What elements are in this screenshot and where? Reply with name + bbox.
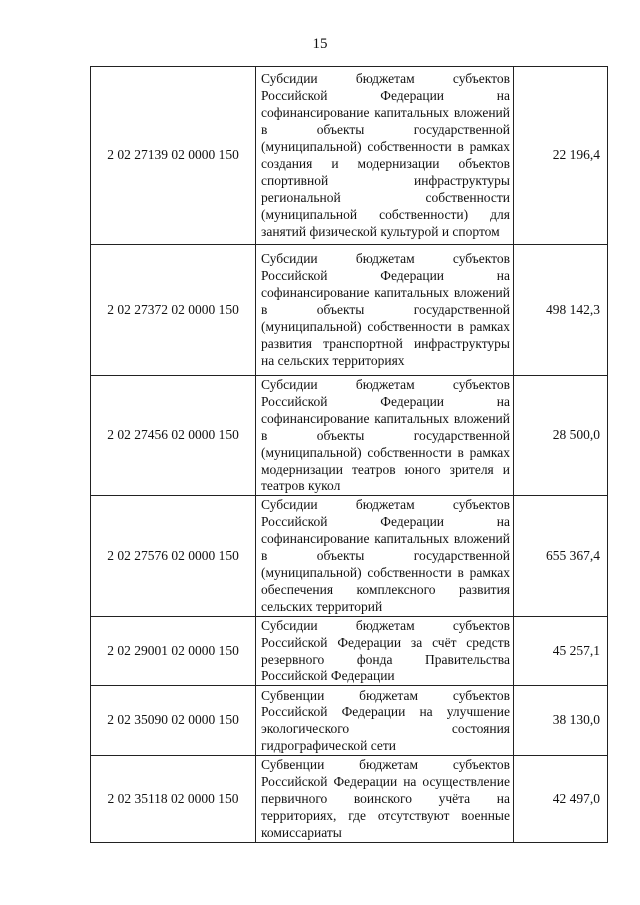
revenue-description-cell: Субсидии бюджетам субъектов Российской Федерации на софинансирование капитальных вложений в объекты государственной (муниципальной) собственности в рамках создания и модернизации объектов спортивной инфраструктуры региональной собственности (муниципальной собственности) для занятий физической культурой и спортом: [256, 67, 514, 245]
revenue-code-cell: 2 02 27139 02 0000 150: [91, 67, 256, 245]
revenue-code-cell: 2 02 35118 02 0000 150: [91, 756, 256, 843]
revenue-description-cell: Субсидии бюджетам субъектов Российской Федерации на софинансирование капитальных вложений в объекты государственной (муниципальной) собственности в рамках развития транспортной инфраструктуры на сельских территориях: [256, 245, 514, 376]
amount-cell: 28 500,0: [514, 376, 608, 496]
amount-cell: 498 142,3: [514, 245, 608, 376]
page-number: 15: [312, 36, 328, 52]
table-row: [91, 245, 608, 376]
table-row: [91, 496, 608, 616]
revenue-description-cell: Субсидии бюджетам субъектов Российской Федерации на софинансирование капитальных вложений в объекты государственной (муниципальной) собственности в рамках модернизации театров юного зрителя и театров кукол: [256, 376, 514, 496]
revenue-description-cell: Субсидии бюджетам субъектов Российской Федерации на софинансирование капитальных вложений в объекты государственной (муниципальной) собственности в рамках обеспечения комплексного развития сельских территорий: [256, 496, 514, 616]
revenue-description-cell: Субвенции бюджетам субъектов Российской Федерации на улучшение экологического состояния гидрографической сети: [256, 686, 514, 756]
table-row: [91, 756, 608, 843]
revenue-code-cell: 2 02 27456 02 0000 150: [91, 376, 256, 496]
revenue-code-cell: 2 02 27576 02 0000 150: [91, 496, 256, 616]
table-row: [91, 686, 608, 756]
table-row: [91, 67, 608, 245]
amount-cell: 38 130,0: [514, 686, 608, 756]
budget-revenue-table: [90, 66, 608, 843]
table-row: [91, 376, 608, 496]
revenue-description-cell: Субсидии бюджетам субъектов Российской Федерации за счёт средств резервного фонда Правительства Российской Федерации: [256, 616, 514, 686]
amount-cell: 42 497,0: [514, 756, 608, 843]
revenue-code-cell: 2 02 27372 02 0000 150: [91, 245, 256, 376]
revenue-code-cell: 2 02 29001 02 0000 150: [91, 616, 256, 686]
revenue-description-cell: Субвенции бюджетам субъектов Российской Федерации на осуществление первичного воинского учёта на территориях, где отсутствуют военные комиссариаты: [256, 756, 514, 843]
amount-cell: 22 196,4: [514, 67, 608, 245]
revenue-code-cell: 2 02 35090 02 0000 150: [91, 686, 256, 756]
amount-cell: 655 367,4: [514, 496, 608, 616]
table-row: [91, 616, 608, 686]
amount-cell: 45 257,1: [514, 616, 608, 686]
